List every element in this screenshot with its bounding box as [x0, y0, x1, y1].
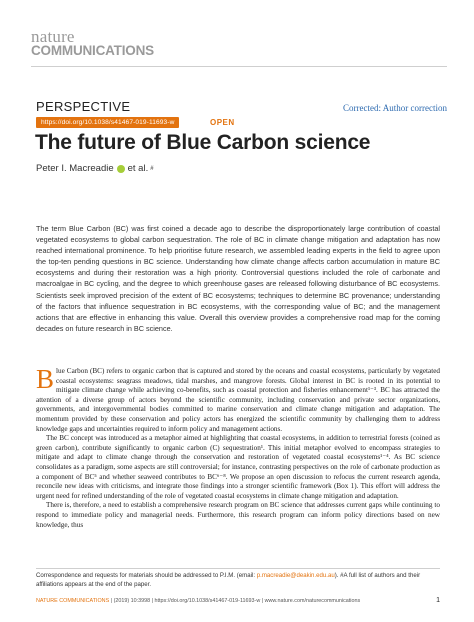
logo-line-nature: nature	[31, 27, 75, 46]
page-footer	[36, 597, 440, 604]
article-type: PERSPECTIVE	[36, 99, 131, 114]
correction-link[interactable]: Corrected: Author correction	[343, 103, 447, 113]
body-paragraph-1-text: lue Carbon (BC) refers to organic carbon that is captured and stored by the oceans and coastal ecosystems, particularly by vegetated coastal ecosystems: seagrass meadows, tidal marshes, and mangrove forests. Global interest in BC is rooted in its potential to mitigate climate change while achieving co-benefits, such as coastal protection and fisheries enhancement¹⁻³. BC has attracted the attention of a diverse group of actors beyond the scientific community, including conservation and private sector organizations, governments, and intergovernmental bodies committed to marine conservation and climate change mitigation and adaptation. The momentum provided by these conservation and policy actors has energized the scientific community by challenging them to address knowledge gaps and uncertainties required to inform policy and management actions.	[36, 367, 440, 433]
open-access-label: OPEN	[210, 118, 235, 127]
footer-journal: NATURE COMMUNICATIONS	[36, 597, 110, 604]
journal-logo	[31, 27, 154, 58]
page-number: 1	[436, 597, 440, 604]
orcid-icon[interactable]	[117, 165, 125, 173]
author-line	[36, 163, 154, 174]
body-text	[36, 364, 440, 530]
footer-citation-line	[36, 598, 360, 604]
author-et-al: et al.	[127, 163, 149, 174]
doi-link[interactable]: https://doi.org/10.1038/s41467-019-11693-w	[36, 117, 179, 128]
author-footnote-mark: #	[150, 165, 154, 172]
footnote-text-before: Correspondence and requests for materials should be addressed to P.I.M. (email:	[36, 572, 257, 579]
abstract: The term Blue Carbon (BC) was first coined a decade ago to describe the disproportionately large contribution of coastal vegetated ecosystems to global carbon sequestration. The role of BC in climate change mitigation and adaptation has now reached international prominence. To help prioritise future research, we assembled leading experts in the field to agree upon the top-ten pending questions in BC science. Understanding how climate change affects carbon accumulation in mature BC ecosystems and during their restoration was a high priority. Controversial questions included the role of carbonate and macroalgae in BC cycling, and the degree to which greenhouse gases are released following disturbance of BC ecosystems. Scientists seek improved precision of the extent of BC ecosystems; techniques to determine BC provenance; understanding of the factors that influence sequestration in BC ecosystems, with the corresponding value of BC; and the management actions that are effective in enhancing this value. Overall this overview provides a comprehensive road map for the coming decades on future research in BC science.	[36, 224, 440, 333]
body-paragraph-3: There is, therefore, a need to establish a comprehensive research program on BC science that addresses current gaps while continuing to respond to immediate policy and managerial needs. Furthermore, this research program can inform policy directions based on new knowledge, thus	[36, 501, 440, 529]
article-title: The future of Blue Carbon science	[35, 131, 371, 154]
author-name[interactable]: Peter I. Macreadie	[36, 163, 114, 174]
header-divider	[31, 66, 447, 67]
footnote-divider	[36, 568, 440, 569]
logo-line-communications: COMMUNICATIONS	[31, 43, 154, 58]
body-paragraph-2: The BC concept was introduced as a metaphor aimed at highlighting that coastal ecosystems, in addition to terrestrial forests (coined as green carbon), contribute significantly to organic carbon (C) sequestration¹. This initial metaphor evolved to encompass strategies to mitigate and adapt to climate change through the conservation and restoration of vegetated coastal ecosystems¹⁻⁴. As BC science consolidates as a paradigm, some aspects are still controversial; for instance, contrasting perspectives on the role of carbonate production as a component of BC⁵ and whether seaweed contributes to BC⁶⁻⁸. We propose an open discussion to refocus the current research agenda, reconcile new ideas with criticisms, and integrate those findings into a stronger scientific framework (Box 1). This effort will address the urgent need for refined understanding of the role of vegetated coastal ecosystems in climate change mitigation and adaptation.	[36, 434, 440, 500]
drop-cap: B	[36, 364, 55, 394]
correspondence-footnote	[36, 572, 440, 589]
body-paragraph-1	[36, 364, 440, 434]
footnote-text-after: ). #A full list of authors and their affiliations appears at the end of the paper.	[36, 572, 421, 588]
correspondence-email[interactable]: p.macreadie@deakin.edu.au	[256, 572, 335, 579]
footer-citation[interactable]: | (2019) 10:3998 | https://doi.org/10.1038/s41467-019-11693-w | www.nature.com/naturecommunications	[110, 597, 361, 604]
